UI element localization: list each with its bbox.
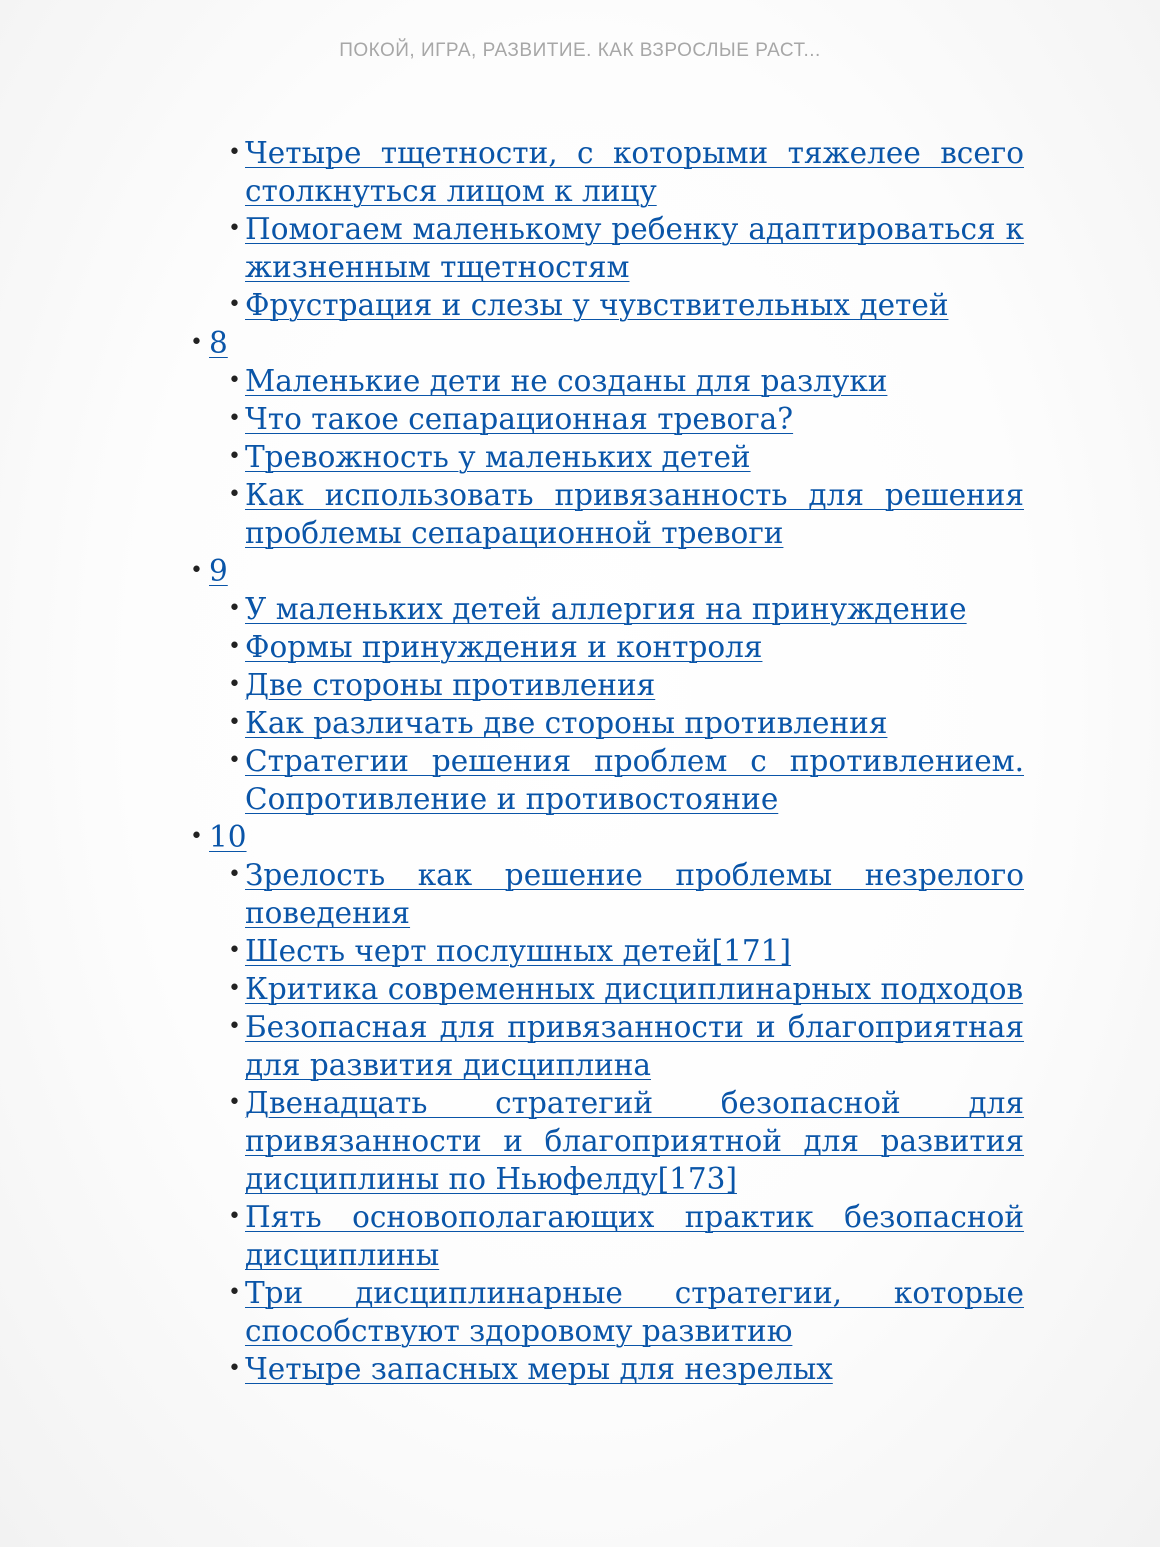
chapter-link[interactable]: 9 xyxy=(209,554,228,588)
bullet-icon: • xyxy=(228,1280,241,1305)
toc-link[interactable]: У маленьких детей аллергия на принуждение xyxy=(245,592,967,626)
toc-entry xyxy=(228,628,1024,666)
bullet-icon: • xyxy=(228,1090,241,1115)
toc-link[interactable]: Как различать две стороны противления xyxy=(245,706,888,740)
table-of-contents xyxy=(190,134,1024,1388)
toc-link[interactable]: Безопасная для привязанности и благоприятная для развития дисциплина xyxy=(245,1010,1024,1082)
toc-link[interactable]: Стратегии решения проблем с противлением. Сопротивление и противостояние xyxy=(245,744,1024,816)
toc-entry xyxy=(228,400,1024,438)
toc-chapter-list xyxy=(190,324,1024,1388)
toc-entry xyxy=(228,134,1024,210)
toc-entry xyxy=(228,1274,1024,1350)
book-title-header: ПОКОЙ, ИГРА, РАЗВИТИЕ. КАК ВЗРОСЛЫЕ РАСТ... xyxy=(339,40,821,61)
toc-link[interactable]: Что такое сепарационная тревога? xyxy=(245,402,794,436)
bullet-icon: • xyxy=(228,1356,241,1381)
toc-link[interactable]: Двенадцать стратегий безопасной для привязанности и благоприятной для развития дисциплины по Ньюфелду[173] xyxy=(245,1086,1024,1196)
chapter-link[interactable]: 10 xyxy=(209,820,247,854)
bullet-icon: • xyxy=(228,1204,241,1229)
toc-link[interactable]: Шесть черт послушных детей[171] xyxy=(245,934,791,968)
toc-link[interactable]: Как использовать привязанность для решения проблемы сепарационной тревоги xyxy=(245,478,1024,550)
toc-entry xyxy=(228,210,1024,286)
bullet-icon: • xyxy=(190,330,203,355)
toc-entry xyxy=(228,742,1024,818)
toc-entry xyxy=(228,286,1024,324)
toc-link[interactable]: Четыре тщетности, с которыми тяжелее всего столкнуться лицом к лицу xyxy=(245,136,1024,208)
toc-leading-list xyxy=(190,134,1024,324)
toc-entry xyxy=(228,704,1024,742)
toc-entry xyxy=(228,476,1024,552)
toc-entry xyxy=(228,970,1024,1008)
bullet-icon: • xyxy=(228,710,241,735)
toc-entry xyxy=(228,590,1024,628)
bullet-icon: • xyxy=(228,292,241,317)
bullet-icon: • xyxy=(228,596,241,621)
bullet-icon: • xyxy=(228,406,241,431)
toc-link[interactable]: Три дисциплинарные стратегии, которые способствуют здоровому развитию xyxy=(245,1276,1024,1348)
bullet-icon: • xyxy=(228,216,241,241)
bullet-icon: • xyxy=(190,824,203,849)
chapter-link[interactable]: 8 xyxy=(209,326,228,360)
bullet-icon: • xyxy=(228,748,241,773)
toc-link[interactable]: Фрустрация и слезы у чувствительных детей xyxy=(245,288,949,322)
toc-entry xyxy=(228,362,1024,400)
bullet-icon: • xyxy=(228,862,241,887)
bullet-icon: • xyxy=(228,634,241,659)
toc-chapter-10 xyxy=(190,818,1024,856)
toc-link[interactable]: Две стороны противления xyxy=(245,668,656,702)
toc-entry xyxy=(228,1008,1024,1084)
toc-entry xyxy=(228,666,1024,704)
bullet-icon: • xyxy=(228,482,241,507)
toc-entry xyxy=(228,1198,1024,1274)
bullet-icon: • xyxy=(228,938,241,963)
bullet-icon: • xyxy=(228,976,241,1001)
toc-link[interactable]: Маленькие дети не созданы для разлуки xyxy=(245,364,888,398)
toc-entry xyxy=(228,932,1024,970)
toc-link[interactable]: Критика современных дисциплинарных подходов xyxy=(245,972,1024,1006)
bullet-icon: • xyxy=(228,1014,241,1039)
bullet-icon: • xyxy=(228,368,241,393)
bullet-icon: • xyxy=(190,558,203,583)
toc-chapter-9 xyxy=(190,552,1024,590)
bullet-icon: • xyxy=(228,140,241,165)
toc-entry xyxy=(228,1350,1024,1388)
toc-link[interactable]: Тревожность у маленьких детей xyxy=(245,440,751,474)
bullet-icon: • xyxy=(228,672,241,697)
toc-link[interactable]: Помогаем маленькому ребенку адаптироваться к жизненным тщетностям xyxy=(245,212,1024,284)
toc-entry xyxy=(228,1084,1024,1198)
toc-entry xyxy=(228,438,1024,476)
toc-link[interactable]: Зрелость как решение проблемы незрелого поведения xyxy=(245,858,1024,930)
toc-entry xyxy=(228,856,1024,932)
toc-chapter-8 xyxy=(190,324,1024,362)
toc-link[interactable]: Пять основополагающих практик безопасной дисциплины xyxy=(245,1200,1024,1272)
toc-link[interactable]: Четыре запасных меры для незрелых xyxy=(245,1352,833,1386)
toc-link[interactable]: Формы принуждения и контроля xyxy=(245,630,763,664)
bullet-icon: • xyxy=(228,444,241,469)
